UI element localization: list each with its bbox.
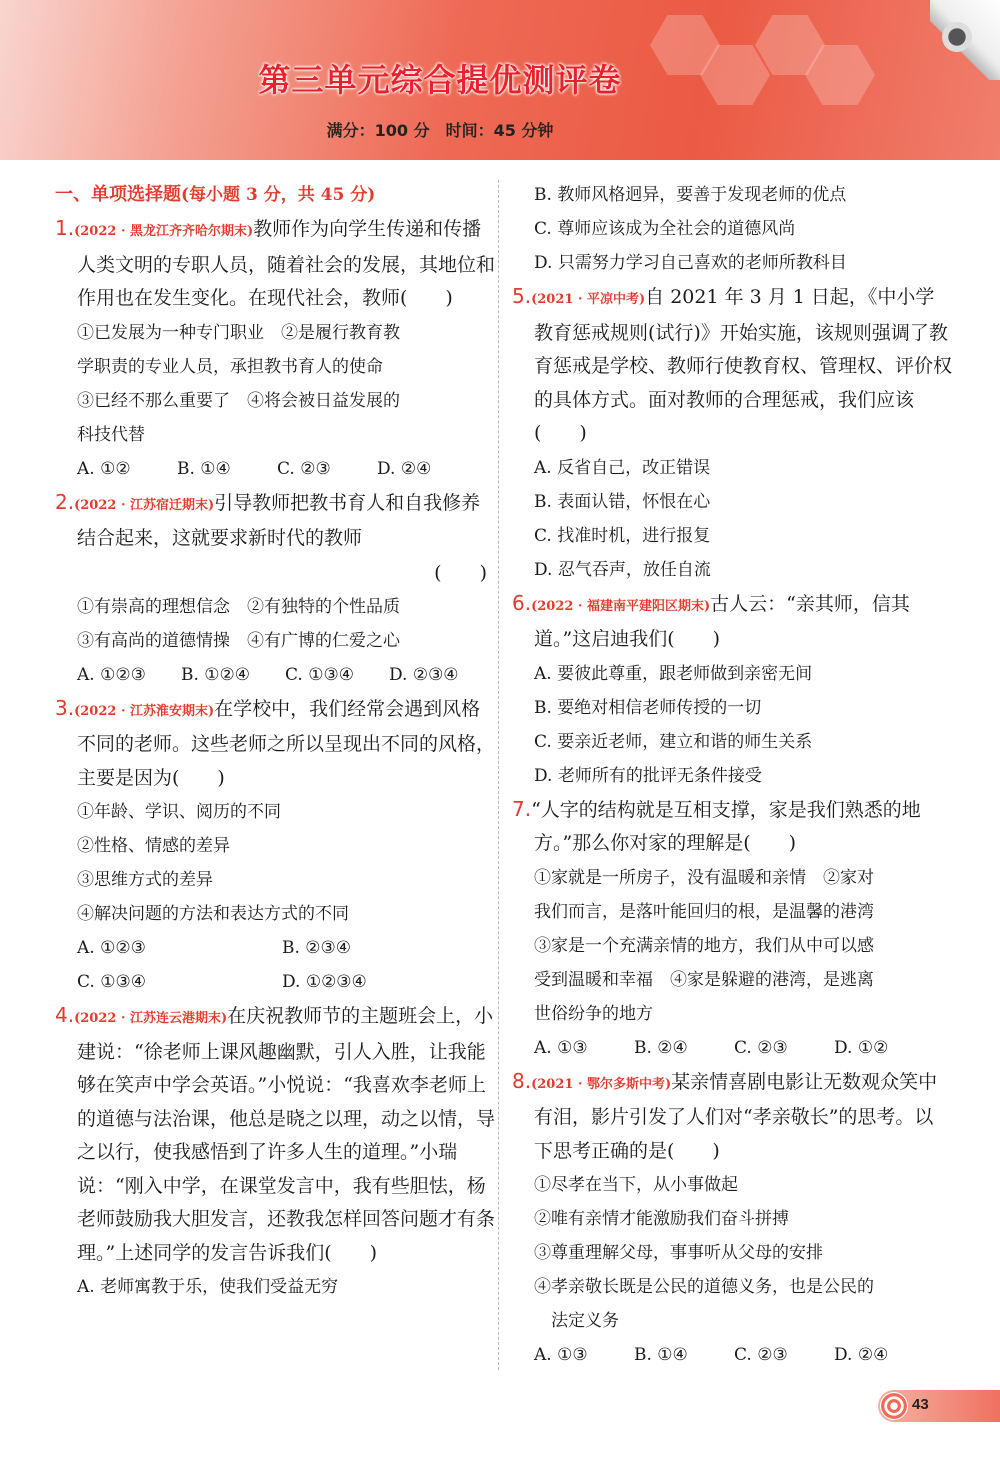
option-b[interactable]: B. ②③④ — [282, 938, 352, 958]
statement-line: ②性格、情感的差异 — [77, 836, 230, 856]
header-banner — [0, 0, 1000, 160]
question-4: 4.(2022 · 江苏连云港期末)在庆祝教师节的主题班会上，小建说：“徐老师上课风趣幽默，引人入胜，让我能够在笑声中学会英语。”小悦说：“我喜欢李老师上的道德与法治课，他总是晓之以理，动之以情，导之以行，使我感悟到了许多人生的道理。”小瑞说：“刚入中学，在课堂发言中，我有些胆怯，杨老师鼓励我大胆发言，还教我怎样回答问题才有条理。”上述同学的发言告诉我们( ) A. 老师寓教于乐，使我们受益无穷 — [55, 999, 495, 1304]
page-title: 第三单元综合提优测评卷 — [258, 61, 622, 99]
statement-line: 我们而言，是落叶能回归的根，是温馨的港湾 — [534, 901, 874, 922]
statement-line: ①已发展为一种专门职业 ②是履行教育教 — [77, 322, 400, 343]
disc-icon — [942, 22, 972, 52]
statement-line: 受到温暖和幸福 ④家是躲避的港湾，是逃离 — [534, 969, 874, 990]
option-d[interactable]: D. 老师所有的批评无条件接受 — [534, 765, 762, 786]
left-column — [55, 178, 495, 1304]
right-column — [512, 178, 952, 1372]
option-d[interactable]: D. ②③④ — [389, 664, 459, 685]
option-d[interactable]: D. ①②③④ — [282, 972, 367, 992]
statement-line: ④孝亲敬长既是公民的道德义务，也是公民的 — [534, 1277, 874, 1297]
question-6: 6.(2022 · 福建南平建阳区期末)古人云：“亲其师，信其道。”这启迪我们( ) A. 要彼此尊重，跟老师做到亲密无间 B. 要绝对相信老师传授的一切 C. 要亲近老师，建立和谐的师生关系 D. 老师所有的批评无条件接受 — [512, 587, 952, 793]
option-d[interactable]: D. ①② — [834, 1037, 889, 1058]
option-c[interactable]: C. ①③④ — [77, 972, 146, 992]
option-a[interactable]: A. ①②③ — [77, 664, 146, 685]
question-4-continued — [512, 178, 952, 280]
column-divider — [498, 180, 499, 1370]
option-a[interactable]: A. ①②③ — [77, 938, 146, 958]
statement-line: ③思维方式的差异 — [77, 870, 213, 890]
statement-line: 学职责的专业人员，承担教书育人的使命 — [77, 356, 383, 377]
option-b[interactable]: B. ②④ — [634, 1037, 688, 1058]
option-d[interactable]: D. ②④ — [377, 458, 432, 479]
option-c[interactable]: C. ②③ — [734, 1037, 788, 1058]
statement-line: ②唯有亲情才能激励我们奋斗拼搏 — [534, 1209, 789, 1229]
option-c[interactable]: C. 找准时机，进行报复 — [534, 525, 711, 546]
option-a[interactable]: A. 要彼此尊重，跟老师做到亲密无间 — [534, 663, 813, 684]
question-5: 5.(2021 · 平凉中考)自 2021 年 3 月 1 日起，《中小学教育惩戒规则(试行)》开始实施，该规则强调了教育惩戒是学校、教师行使教育权、管理权、评价权的具体方式。面对教师的合理惩戒，我们应该( ) A. 反省自己，改正错误 B. 表面认错，怀恨在心 C. 找准时机，进行报复 D. 忍气吞声，放任自流 — [512, 280, 952, 587]
statement-line: 科技代替 — [77, 424, 145, 445]
option-a[interactable]: A. 反省自己，改正错误 — [534, 457, 711, 478]
option-b[interactable]: B. ①④ — [177, 458, 231, 479]
options-row — [512, 1031, 952, 1065]
option-c[interactable]: C. ②③ — [734, 1345, 788, 1365]
question-7: 7.“人字的结构就是互相支撑，家是我们熟悉的地方。”那么你对家的理解是( ) ①家就是一所房子，没有温暖和亲情 ②家对 我们而言，是落叶能回归的根，是温馨的港湾 ③家是一个充满亲情的地方，我们从中可以感 受到温暖和幸福 ④家是躲避的港湾，是逃离 世俗纷争的地方 A. ①③ B. ②④ C. ②③ D. ①② — [512, 793, 952, 1065]
option-a[interactable]: A. ①② — [77, 458, 131, 479]
options-row — [55, 965, 495, 999]
statement-line: ①尽孝在当下，从小事做起 — [534, 1175, 738, 1195]
option-c[interactable]: C. ①③④ — [285, 664, 354, 685]
option-a[interactable]: A. 老师寓教于乐，使我们受益无穷 — [77, 1277, 339, 1297]
option-b[interactable]: B. ①④ — [634, 1345, 688, 1365]
option-c[interactable]: C. 尊师应该成为全社会的道德风尚 — [534, 219, 796, 239]
option-b[interactable]: B. ①②④ — [181, 664, 251, 685]
question-3: 3.(2022 · 江苏淮安期末)在学校中，我们经常会遇到风格不同的老师。这些老师之所以呈现出不同的风格，主要是因为( ) ①年龄、学识、阅历的不同 ②性格、情感的差异 ③思维方式的差异 ④解决问题的方法和表达方式的不同 A. ①②③ B. ②③④ C. ①③④ D. ①②③④ — [55, 692, 495, 1000]
question-1: 1.(2022 · 黑龙江齐齐哈尔期末)教师作为向学生传递和传播人类文明的专职人员，随着社会的发展，其地位和作用也在发生变化。在现代社会，教师( ) ①已发展为一种专门职业 ②是履行教育教 学职责的专业人员，承担教书育人的使命 ③已经不那么重要了 ④将会被日益发展的 科技代替 A. ①② B. ①④ C. ②③ D. ②④ — [55, 212, 495, 486]
option-b[interactable]: B. 表面认错，怀恨在心 — [534, 491, 711, 512]
option-b[interactable]: B. 要绝对相信老师传授的一切 — [534, 697, 762, 718]
answer-blank[interactable]: ( ) — [434, 561, 487, 584]
option-a[interactable]: A. ①③ — [534, 1345, 588, 1365]
statement-line: ③有高尚的道德情操 ④有广博的仁爱之心 — [77, 630, 400, 651]
option-c[interactable]: C. ②③ — [277, 458, 331, 479]
statement-line: ③家是一个充满亲情的地方，我们从中可以感 — [534, 935, 874, 956]
statement-line: ③尊重理解父母，事事听从父母的安排 — [534, 1243, 823, 1263]
section-heading: 一、单项选择题(每小题 3 分，共 45 分) — [55, 184, 376, 205]
statement-line: 世俗纷争的地方 — [534, 1003, 653, 1024]
statement-line: ④解决问题的方法和表达方式的不同 — [77, 904, 349, 924]
option-d[interactable]: D. ②④ — [834, 1345, 889, 1365]
options-row — [512, 1338, 952, 1372]
statement-line: ③已经不那么重要了 ④将会被日益发展的 — [77, 390, 400, 411]
options-row — [55, 658, 495, 692]
page-subtitle: 满分：100 分 时间：45 分钟 — [326, 121, 554, 140]
statement-line: ①有崇高的理想信念 ②有独特的个性品质 — [77, 596, 400, 617]
statement-line: 法定义务 — [534, 1311, 619, 1331]
statement-line: ①年龄、学识、阅历的不同 — [77, 802, 281, 822]
spiral-icon — [880, 1392, 908, 1420]
statement-line: ①家就是一所房子，没有温暖和亲情 ②家对 — [534, 867, 874, 888]
options-row — [55, 931, 495, 965]
option-d[interactable]: D. 忍气吞声，放任自流 — [534, 559, 711, 580]
question-2: 2.(2022 · 江苏宿迁期末)引导教师把教书育人和自我修养结合起来，这就要求新时代的教师 ( ) ①有崇高的理想信念 ②有独特的个性品质 ③有高尚的道德情操 ④有广博的仁爱之心 A. ①②③ B. ①②④ C. ①③④ D. ②③④ — [55, 486, 495, 692]
options-row — [55, 452, 495, 486]
option-c[interactable]: C. 要亲近老师，建立和谐的师生关系 — [534, 731, 813, 752]
option-b[interactable]: B. 教师风格迥异，要善于发现老师的优点 — [534, 185, 847, 205]
page-number: 43 — [912, 1396, 929, 1413]
question-8: 8.(2021 · 鄂尔多斯中考)某亲情喜剧电影让无数观众笑中有泪，影片引发了人们对“孝亲敬长”的思考。以下思考正确的是( ) ①尽孝在当下，从小事做起 ②唯有亲情才能激励我们奋斗拼搏 ③尊重理解父母，事事听从父母的安排 ④孝亲敬长既是公民的道德义务，也是公民的 法定义务 A. ①③ B. ①④ C. ②③ D. ②④ — [512, 1065, 952, 1373]
option-a[interactable]: A. ①③ — [534, 1037, 588, 1058]
option-d[interactable]: D. 只需努力学习自己喜欢的老师所教科目 — [534, 253, 847, 273]
